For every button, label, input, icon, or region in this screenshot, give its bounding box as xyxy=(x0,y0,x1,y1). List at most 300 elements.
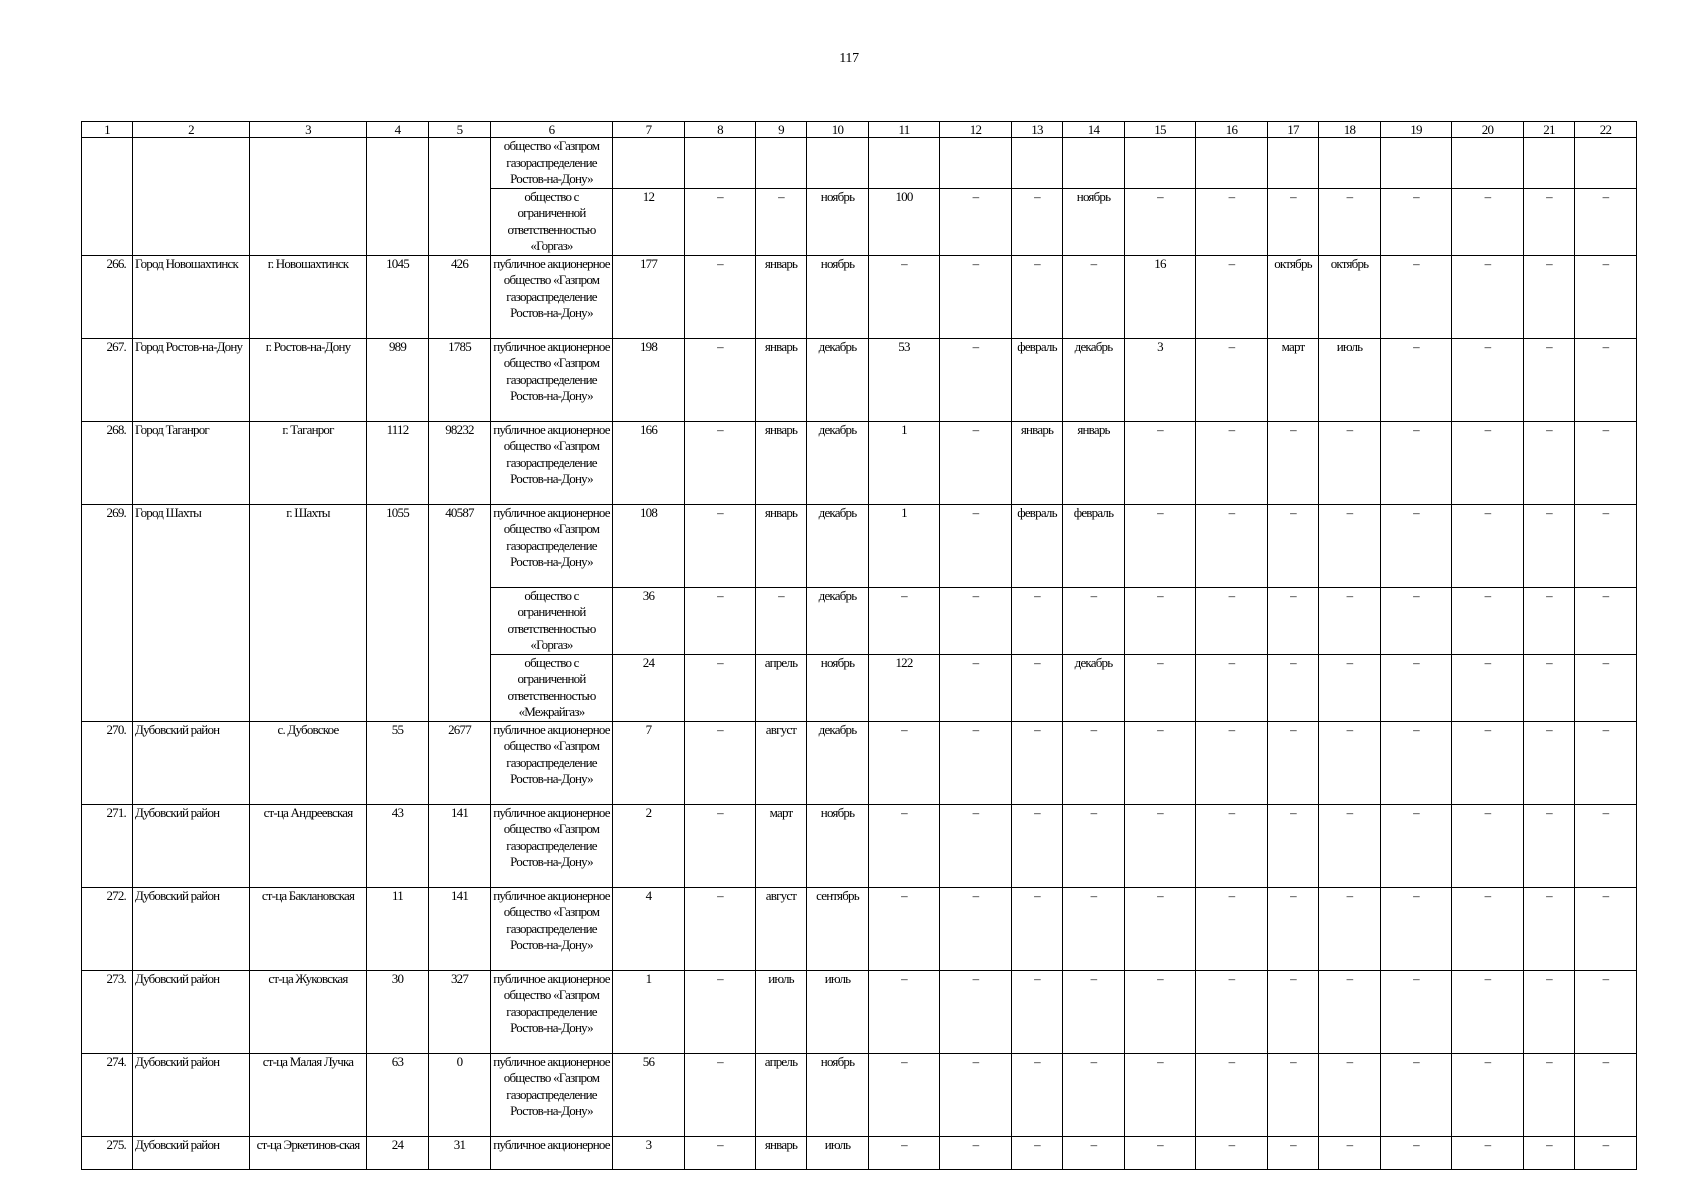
table-cell: – xyxy=(1196,188,1268,255)
table-cell: – xyxy=(1196,338,1268,421)
table-cell: Дубовский район xyxy=(133,721,250,804)
table-cell: – xyxy=(1125,504,1196,587)
table-cell: – xyxy=(1268,887,1319,970)
table-cell: 30 xyxy=(367,970,429,1053)
table-cell: – xyxy=(940,970,1012,1053)
table-cell: – xyxy=(1381,587,1452,654)
table-cell: – xyxy=(1268,1053,1319,1136)
table-cell: общество с ограниченной ответственностью «Горгаз» xyxy=(491,587,613,654)
table-cell xyxy=(756,138,807,189)
table-cell: – xyxy=(1524,654,1575,721)
table-cell: февраль xyxy=(1012,338,1063,421)
table-cell: – xyxy=(940,804,1012,887)
table-cell: – xyxy=(1196,421,1268,504)
table-row xyxy=(82,887,1637,970)
table-cell: – xyxy=(1196,1053,1268,1136)
table-cell: 1 xyxy=(869,421,940,504)
table-cell: 100 xyxy=(869,188,940,255)
table-cell: 274. xyxy=(82,1053,133,1136)
table-cell: 31 xyxy=(429,1136,491,1169)
table-cell: – xyxy=(685,804,756,887)
table-cell: – xyxy=(940,255,1012,338)
table-cell: – xyxy=(1063,804,1125,887)
table-cell: 2677 xyxy=(429,721,491,804)
table-cell: – xyxy=(1575,654,1637,721)
table-cell: 36 xyxy=(613,587,685,654)
table-cell: публичное акционерное общество «Газпром газораспределение Ростов-на-Дону» xyxy=(491,970,613,1053)
table-cell: – xyxy=(1575,587,1637,654)
table-cell: Дубовский район xyxy=(133,887,250,970)
table-cell: 1055 xyxy=(367,504,429,721)
table-cell: ст-ца Эркетинов-ская xyxy=(250,1136,367,1169)
table-cell: – xyxy=(1268,804,1319,887)
table-cell: – xyxy=(756,587,807,654)
column-header: 4 xyxy=(367,122,429,138)
table-cell: август xyxy=(756,721,807,804)
column-header: 2 xyxy=(133,122,250,138)
table-cell: – xyxy=(1452,188,1524,255)
table-cell: – xyxy=(1125,721,1196,804)
table-cell: – xyxy=(685,587,756,654)
table-cell: г. Новошахтинск xyxy=(250,255,367,338)
table-cell: ст-ца Баклановская xyxy=(250,887,367,970)
table-cell: апрель xyxy=(756,654,807,721)
table-cell: январь xyxy=(756,255,807,338)
column-header: 12 xyxy=(940,122,1012,138)
table-cell: 24 xyxy=(613,654,685,721)
table-cell: Город Шахты xyxy=(133,504,250,721)
table-cell: июль xyxy=(1319,338,1381,421)
table-cell: – xyxy=(1452,504,1524,587)
table-cell: – xyxy=(1063,721,1125,804)
table-cell: – xyxy=(1452,804,1524,887)
table-cell: – xyxy=(1452,1053,1524,1136)
table-cell: – xyxy=(869,1053,940,1136)
table-cell: – xyxy=(1575,421,1637,504)
table-cell: – xyxy=(1452,721,1524,804)
table-cell: – xyxy=(1125,887,1196,970)
table-cell: – xyxy=(1452,887,1524,970)
table-cell: – xyxy=(869,804,940,887)
table-cell xyxy=(82,138,133,256)
column-header: 7 xyxy=(613,122,685,138)
table-cell: – xyxy=(1575,721,1637,804)
table-cell: – xyxy=(1524,804,1575,887)
table-cell: – xyxy=(1524,255,1575,338)
table-cell: – xyxy=(685,338,756,421)
table-cell: – xyxy=(1063,255,1125,338)
table-cell: – xyxy=(1381,970,1452,1053)
table-cell xyxy=(250,138,367,256)
table-cell: – xyxy=(1452,587,1524,654)
table-cell: 267. xyxy=(82,338,133,421)
table-cell: – xyxy=(1268,721,1319,804)
table-cell: – xyxy=(1381,421,1452,504)
table-cell xyxy=(1268,138,1319,189)
table-cell: – xyxy=(1381,188,1452,255)
table-cell: – xyxy=(1063,970,1125,1053)
table-cell: 269. xyxy=(82,504,133,721)
table-cell: г. Таганрог xyxy=(250,421,367,504)
table-cell: – xyxy=(1196,587,1268,654)
table-cell: – xyxy=(685,504,756,587)
table-cell: июль xyxy=(807,1136,869,1169)
table-cell: Город Таганрог xyxy=(133,421,250,504)
table-cell: декабрь xyxy=(807,504,869,587)
table-cell: январь xyxy=(756,421,807,504)
table-cell: март xyxy=(1268,338,1319,421)
table-cell: – xyxy=(940,188,1012,255)
table-cell: 273. xyxy=(82,970,133,1053)
table-cell: октябрь xyxy=(1268,255,1319,338)
table-cell: – xyxy=(1452,338,1524,421)
table-cell: – xyxy=(1268,421,1319,504)
table-cell: декабрь xyxy=(807,421,869,504)
table-row xyxy=(82,504,1637,587)
table-cell: – xyxy=(1268,970,1319,1053)
table-cell: общество с ограниченной ответственностью «Горгаз» xyxy=(491,188,613,255)
table-cell: – xyxy=(1524,504,1575,587)
table-cell: 63 xyxy=(367,1053,429,1136)
table-cell: – xyxy=(1012,1053,1063,1136)
table-cell: 198 xyxy=(613,338,685,421)
table-cell: – xyxy=(1575,338,1637,421)
table-cell: – xyxy=(1319,721,1381,804)
table-cell: – xyxy=(1524,721,1575,804)
table-cell: декабрь xyxy=(1063,654,1125,721)
table-cell: – xyxy=(1196,804,1268,887)
table-cell: 270. xyxy=(82,721,133,804)
table-cell: – xyxy=(1575,887,1637,970)
table-cell: – xyxy=(1196,255,1268,338)
table-row xyxy=(82,970,1637,1053)
table-cell: Дубовский район xyxy=(133,1053,250,1136)
table-cell: 1 xyxy=(869,504,940,587)
table-cell: – xyxy=(1452,421,1524,504)
table-cell: 141 xyxy=(429,804,491,887)
table-cell: февраль xyxy=(1063,504,1125,587)
table-cell: – xyxy=(1524,887,1575,970)
table-cell: – xyxy=(1524,970,1575,1053)
table-cell: – xyxy=(1196,970,1268,1053)
table-cell: – xyxy=(1575,970,1637,1053)
table-cell: 12 xyxy=(613,188,685,255)
table-cell: – xyxy=(1575,1136,1637,1169)
table-cell: 177 xyxy=(613,255,685,338)
table-cell: – xyxy=(869,587,940,654)
table-cell: – xyxy=(1063,1136,1125,1169)
table-cell: с. Дубовское xyxy=(250,721,367,804)
table-cell: 1045 xyxy=(367,255,429,338)
table-cell: 11 xyxy=(367,887,429,970)
table-cell: декабрь xyxy=(807,338,869,421)
column-header: 5 xyxy=(429,122,491,138)
table-cell: – xyxy=(1196,654,1268,721)
table-cell: 53 xyxy=(869,338,940,421)
table-cell: – xyxy=(1319,970,1381,1053)
table-cell: – xyxy=(1125,970,1196,1053)
table-cell: публичное акционерное общество «Газпром газораспределение Ростов-на-Дону» xyxy=(491,721,613,804)
table-cell: декабрь xyxy=(1063,338,1125,421)
table-cell xyxy=(1381,138,1452,189)
table-cell: общество «Газпром газораспределение Ростов-на-Дону» xyxy=(491,138,613,189)
table-cell: – xyxy=(1381,1053,1452,1136)
table-cell xyxy=(429,138,491,256)
table-cell: – xyxy=(940,1136,1012,1169)
table-cell: – xyxy=(1196,721,1268,804)
table-cell: г. Ростов-на-Дону xyxy=(250,338,367,421)
table-cell: публичное акционерное общество «Газпром газораспределение Ростов-на-Дону» xyxy=(491,504,613,587)
table-cell: публичное акционерное общество «Газпром газораспределение Ростов-на-Дону» xyxy=(491,421,613,504)
table-cell: – xyxy=(1524,1136,1575,1169)
table-cell: – xyxy=(1575,255,1637,338)
table-cell: – xyxy=(685,255,756,338)
table-cell xyxy=(1125,138,1196,189)
table-cell: – xyxy=(1319,1136,1381,1169)
column-header: 11 xyxy=(869,122,940,138)
table-cell xyxy=(685,138,756,189)
table-cell: – xyxy=(685,654,756,721)
column-header: 19 xyxy=(1381,122,1452,138)
table-cell: – xyxy=(685,721,756,804)
table-cell: – xyxy=(1012,721,1063,804)
table-row xyxy=(82,1053,1637,1136)
table-cell: 2 xyxy=(613,804,685,887)
table-cell: Город Ростов-на-Дону xyxy=(133,338,250,421)
table-cell: публичное акционерное общество «Газпром газораспределение Ростов-на-Дону» xyxy=(491,255,613,338)
table-cell: 1112 xyxy=(367,421,429,504)
table-cell: 43 xyxy=(367,804,429,887)
table-cell: – xyxy=(1452,970,1524,1053)
table-cell: 56 xyxy=(613,1053,685,1136)
column-header: 22 xyxy=(1575,122,1637,138)
table-cell: 55 xyxy=(367,721,429,804)
table-cell: Дубовский район xyxy=(133,1136,250,1169)
table-cell: Дубовский район xyxy=(133,804,250,887)
table-cell: – xyxy=(1524,338,1575,421)
table-cell: – xyxy=(940,721,1012,804)
table-cell: – xyxy=(1319,504,1381,587)
table-cell: – xyxy=(940,504,1012,587)
table-cell: 989 xyxy=(367,338,429,421)
table-cell: 141 xyxy=(429,887,491,970)
table-cell: апрель xyxy=(756,1053,807,1136)
table-cell: – xyxy=(1381,338,1452,421)
column-header: 20 xyxy=(1452,122,1524,138)
table-cell xyxy=(1452,138,1524,189)
table-cell: 0 xyxy=(429,1053,491,1136)
table-cell xyxy=(1575,138,1637,189)
table-cell: 1785 xyxy=(429,338,491,421)
table-cell: публичное акционерное общество «Газпром газораспределение Ростов-на-Дону» xyxy=(491,804,613,887)
column-header: 10 xyxy=(807,122,869,138)
table-cell: – xyxy=(1381,654,1452,721)
table-cell: – xyxy=(1575,1053,1637,1136)
table-cell: ноябрь xyxy=(807,1053,869,1136)
table-cell: январь xyxy=(756,504,807,587)
table-cell: – xyxy=(1125,1053,1196,1136)
table-cell: – xyxy=(1012,587,1063,654)
table-cell: – xyxy=(685,1053,756,1136)
table-cell: – xyxy=(1319,587,1381,654)
table-cell: публичное акционерное общество «Газпром газораспределение Ростов-на-Дону» xyxy=(491,338,613,421)
table-cell: – xyxy=(1268,587,1319,654)
table-cell: – xyxy=(1381,887,1452,970)
table-cell: – xyxy=(1452,1136,1524,1169)
column-header-row xyxy=(82,122,1637,138)
table-cell: 98232 xyxy=(429,421,491,504)
table-cell xyxy=(1012,138,1063,189)
table-cell: июль xyxy=(756,970,807,1053)
table-cell xyxy=(940,138,1012,189)
table-row xyxy=(82,1136,1637,1169)
table-cell: – xyxy=(1381,1136,1452,1169)
table-cell: – xyxy=(1319,887,1381,970)
table-cell: декабрь xyxy=(807,587,869,654)
table-cell: 3 xyxy=(1125,338,1196,421)
table-cell: – xyxy=(940,338,1012,421)
table-cell: – xyxy=(869,970,940,1053)
table-cell xyxy=(1196,138,1268,189)
table-cell: – xyxy=(1063,1053,1125,1136)
table-row xyxy=(82,804,1637,887)
column-header: 1 xyxy=(82,122,133,138)
table-cell xyxy=(613,138,685,189)
table-cell: – xyxy=(1125,804,1196,887)
table-cell: – xyxy=(1319,804,1381,887)
table-cell: – xyxy=(1268,654,1319,721)
table-cell: 275. xyxy=(82,1136,133,1169)
column-header: 18 xyxy=(1319,122,1381,138)
table-cell: общество с ограниченной ответственностью «Межрайгаз» xyxy=(491,654,613,721)
table-cell: ст-ца Андреевская xyxy=(250,804,367,887)
column-header: 16 xyxy=(1196,122,1268,138)
table-cell: публичное акционерное общество «Газпром газораспределение Ростов-на-Дону» xyxy=(491,887,613,970)
table-cell: 1 xyxy=(613,970,685,1053)
table-cell: – xyxy=(940,654,1012,721)
table-cell: Дубовский район xyxy=(133,970,250,1053)
table-row xyxy=(82,421,1637,504)
table-cell xyxy=(1063,138,1125,189)
column-header: 17 xyxy=(1268,122,1319,138)
column-header: 6 xyxy=(491,122,613,138)
table-cell: 266. xyxy=(82,255,133,338)
table-cell: ст-ца Жуковская xyxy=(250,970,367,1053)
table-cell: ноябрь xyxy=(807,188,869,255)
table-cell: – xyxy=(1063,887,1125,970)
table-cell: январь xyxy=(1063,421,1125,504)
table-cell: – xyxy=(940,587,1012,654)
table-cell: 3 xyxy=(613,1136,685,1169)
page-number: 117 xyxy=(839,51,859,66)
table-cell: – xyxy=(685,421,756,504)
table-cell: 166 xyxy=(613,421,685,504)
table-cell: декабрь xyxy=(807,721,869,804)
table-cell: ноябрь xyxy=(1063,188,1125,255)
table-cell: – xyxy=(1012,188,1063,255)
column-header: 8 xyxy=(685,122,756,138)
table-cell: октябрь xyxy=(1319,255,1381,338)
table-cell: Город Новошахтинск xyxy=(133,255,250,338)
table-cell: – xyxy=(756,188,807,255)
table-cell: 108 xyxy=(613,504,685,587)
table-cell: – xyxy=(1452,654,1524,721)
table-cell: – xyxy=(869,1136,940,1169)
table-cell: – xyxy=(1575,804,1637,887)
column-header: 15 xyxy=(1125,122,1196,138)
table-cell: – xyxy=(869,721,940,804)
table-cell: – xyxy=(1319,654,1381,721)
table-cell: – xyxy=(1575,504,1637,587)
table-cell: ноябрь xyxy=(807,255,869,338)
table-cell: январь xyxy=(1012,421,1063,504)
table-cell: – xyxy=(940,1053,1012,1136)
table-cell: – xyxy=(1012,654,1063,721)
table-cell: – xyxy=(1125,188,1196,255)
table-cell: – xyxy=(940,421,1012,504)
table-cell: 271. xyxy=(82,804,133,887)
table-cell: – xyxy=(1125,1136,1196,1169)
table-cell: – xyxy=(1125,587,1196,654)
table-cell: 272. xyxy=(82,887,133,970)
table-cell: – xyxy=(869,887,940,970)
table-cell: – xyxy=(1381,504,1452,587)
table-cell: – xyxy=(1012,804,1063,887)
table-cell xyxy=(807,138,869,189)
column-header: 21 xyxy=(1524,122,1575,138)
table-cell xyxy=(869,138,940,189)
table-cell: – xyxy=(1381,804,1452,887)
table-cell: – xyxy=(1381,255,1452,338)
table-cell: 426 xyxy=(429,255,491,338)
table-cell: – xyxy=(685,188,756,255)
table-cell: ноябрь xyxy=(807,804,869,887)
table-cell: 7 xyxy=(613,721,685,804)
table-cell: – xyxy=(1319,1053,1381,1136)
table-cell: – xyxy=(1125,421,1196,504)
table-cell: 40587 xyxy=(429,504,491,721)
table-cell: – xyxy=(1012,887,1063,970)
table-cell: – xyxy=(1012,970,1063,1053)
table-cell: – xyxy=(1268,504,1319,587)
table-cell: январь xyxy=(756,1136,807,1169)
table-cell: – xyxy=(1319,421,1381,504)
table-row xyxy=(82,721,1637,804)
table-cell: – xyxy=(1268,188,1319,255)
table-cell: – xyxy=(1196,887,1268,970)
table-cell: 4 xyxy=(613,887,685,970)
table-cell: – xyxy=(1452,255,1524,338)
table-row xyxy=(82,338,1637,421)
table-cell: январь xyxy=(756,338,807,421)
table-cell: ноябрь xyxy=(807,654,869,721)
table-cell: – xyxy=(1196,1136,1268,1169)
table-cell xyxy=(133,138,250,256)
column-header: 14 xyxy=(1063,122,1125,138)
table-cell: март xyxy=(756,804,807,887)
column-header: 3 xyxy=(250,122,367,138)
table-cell: – xyxy=(1319,188,1381,255)
table-cell: – xyxy=(1196,504,1268,587)
table-cell: – xyxy=(1063,587,1125,654)
table-cell: – xyxy=(940,887,1012,970)
table-cell: – xyxy=(1012,255,1063,338)
table-row xyxy=(82,138,1637,189)
table-cell: публичное акционерное xyxy=(491,1136,613,1169)
table-cell: 268. xyxy=(82,421,133,504)
column-header: 9 xyxy=(756,122,807,138)
table-cell: – xyxy=(869,255,940,338)
